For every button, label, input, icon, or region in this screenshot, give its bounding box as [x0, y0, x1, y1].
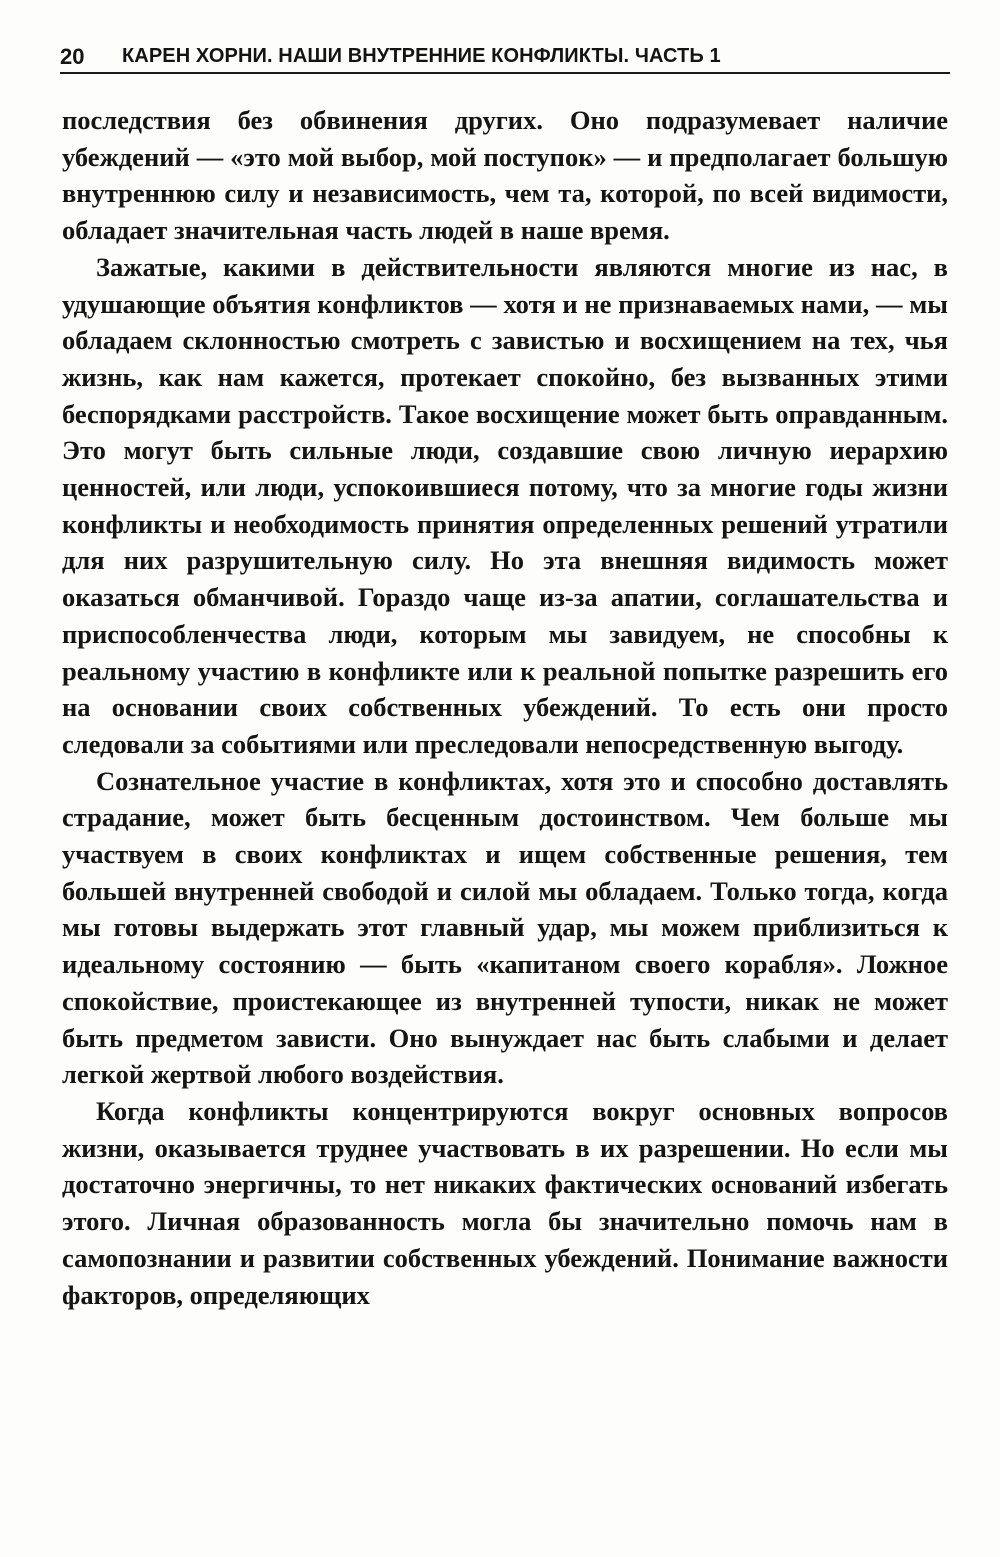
paragraph: последствия без обвинения других. Оно подразумевает наличие убеждений — «это мой выбор, мой поступок» — и предполагает большую внутреннюю силу и независимость, чем та, которой, по всей видимости, обладает значительная часть людей в наше время.: [62, 105, 948, 246]
running-header: [60, 38, 950, 70]
paragraph: Зажатые, какими в действительности являются многие из нас, в удушающие объятия конфликтов — хотя и не признаваемых нами, — мы обладаем склонностью смотреть с завистью и восхищением на тех, чья жизнь, как нам кажется, протекает спокойно, без вызванных этими беспорядками расстройств. Такое восхищение может быть оправданным. Это могут быть сильные люди, создавшие свою личную иерархию ценностей, или люди, успокоившиеся потому, что за многие годы жизни конфликты и необходимость принятия определенных решений утратили для них разрушительную силу. Но эта внешняя видимость может оказаться обманчивой. Гораздо чаще из-за апатии, соглашательства и приспособленчества люди, которым мы завидуем, не способны к реальному участию в конфликте или к реальной попытке разрешить его на основании своих собственных убеждений. То есть они просто следовали за событиями или преследовали непосредственную выгоду.: [62, 251, 948, 759]
running-title: КАРЕН ХОРНИ. НАШИ ВНУТРЕННИЕ КОНФЛИКТЫ. ЧАСТЬ 1: [122, 45, 721, 67]
header-divider: [60, 72, 950, 74]
body-text: [62, 102, 948, 1313]
paragraph: Сознательное участие в конфликтах, хотя это и способно доставлять страдание, может быть бесценным достоинством. Чем больше мы участвуем в своих конфликтах и ищем собственные решения, тем большей внутренней свободой и силой мы обладаем. Только тогда, когда мы готовы выдержать этот главный удар, мы можем приблизиться к идеальному состоянию — быть «капитаном своего корабля». Ложное спокойствие, проистекающее из внутренней тупости, никак не может быть предметом зависти. Оно вынуждает нас быть слабыми и делает легкой жертвой любого воздействия.: [62, 765, 948, 1090]
paragraph: Когда конфликты концентрируются вокруг основных вопросов жизни, оказывается труднее участвовать в их разрешении. Но если мы достаточно энергичны, то нет никаких фактических оснований избегать этого. Личная образованность могла бы значительно помочь нам в самопознании и развитии собственных убеждений. Понимание важности факторов, определяющих: [62, 1095, 948, 1310]
page-number: 20: [60, 44, 85, 69]
